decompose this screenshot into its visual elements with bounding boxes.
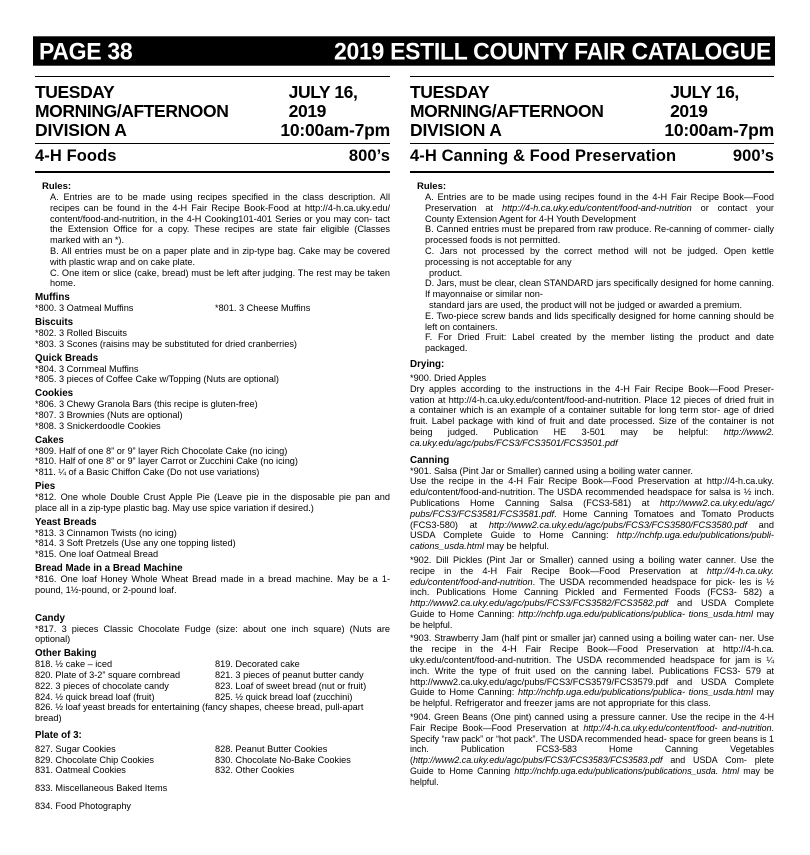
rule-a: A. Entries are to be made using recipes specified in the class description. All recipes can be found in the 4-H Fair Recipe Book-Food at http://4-h.ca.uky.edu/ content/food-and-nutrition, in the 4-H Cooking101-401 Series or you may con- tact the Extension Office for a copy. These recipes are state fair eligible (Classes marked with an *).	[50, 192, 390, 246]
section-heading: Pies	[35, 480, 56, 492]
list-item: *814. 3 Soft Pretzels (Use any one topping listed)	[35, 538, 236, 549]
divider	[35, 76, 390, 77]
section-heading: Muffins	[35, 292, 70, 304]
schedule-row	[410, 83, 774, 121]
divider	[35, 143, 390, 144]
list-item: *800. 3 Oatmeal Muffins *801. 3 Cheese Muffins	[35, 303, 311, 314]
page-number: PAGE 38	[39, 37, 133, 65]
list-item: 818. ½ cake – iced 819. Decorated cake	[35, 659, 300, 670]
list-item: *901. Salsa (Pint Jar or Smaller) canned using a boiling water canner.	[410, 465, 693, 476]
division-label: DIVISION A	[35, 120, 127, 140]
list-item: *804. 3 Cornmeal Muffins	[35, 363, 139, 374]
list-item: *812. One whole Double Crust Apple Pie (Leave pie in the disposable pie pan and place all in a zip-type plastic bag. May use spice variation if desired.)	[35, 491, 390, 513]
rule-c: C. One item or slice (cake, bread) must be left after judging. The rest may be taken home.	[50, 267, 390, 289]
division-row	[410, 121, 774, 140]
division-time: 10:00am-7pm	[280, 120, 390, 140]
category-code: 800’s	[348, 147, 390, 165]
list-item: 826. ½ loaf yeast breads for entertaining (fancy shapes, cheese bread, pull-apart bread)	[35, 702, 364, 724]
rule-b: B. Canned entries must be prepared from raw produce. Re-canning of commer- cially processed foods is not permitted.	[425, 224, 774, 246]
rule-d: D. Jars, must be clear, clean STANDARD jars specifically designed for home canning. If mayonnaise or similar non-	[425, 278, 774, 300]
section-heading: Candy	[35, 612, 65, 624]
rules-label: Rules:	[42, 181, 72, 192]
section-heading: Yeast Breads	[35, 516, 97, 528]
section-heading: Drying:	[410, 358, 445, 370]
list-item: *902. Dill Pickles (Pint Jar or Smaller) canned using a boiling water canner. Use the recipe in the 4-H Fair Recipe Book—Food Preservation at http://4-h.ca.uky. edu/content/food-and-nutrition. The USDA recommended headspace for pick- les is ½ inch. Publications Home Canning Pickled and Fermented Foods (FCS3- 582) a http://www2.ca.uky.edu/agc/pubs/FCS3/FCS3582/FCS3582.pdf and USDA Complete Guide to Home Canning: http://nchfp.uga.edu/publications/publica- tions_usda.html may be helpful.	[410, 554, 774, 630]
rule-b: B. All entries must be on a paper plate and in zip-type bag. Cake may be covered with plastic wrap and on cake plate.	[50, 245, 390, 267]
list-item: 822. 3 pieces of chocolate candy 823. Loaf of sweet bread (nut or fruit)	[35, 680, 367, 691]
section-heading: Plate of 3:	[35, 729, 82, 741]
category-title: 4-H Foods	[35, 147, 117, 165]
rules-label: Rules:	[417, 181, 447, 192]
schedule-date: JULY 16, 2019	[670, 82, 739, 121]
list-item: *903. Strawberry Jam (half pint or smaller jar) canned using a boiling water can- ner. Use the recipe in the 4-H Fair Recipe Book—Food Preservation at http://4-h.ca. uky.edu/content/food-and-nutrition. The USDA recommended headspace for jam is ¼ inch. Write the type of fruit used on the canning label. Publications FCS3- 579 at http://www2.ca.uky.edu/agc/pubs/FCS3/FCS3579/FCS3579.pdf and USDA Complete Guide to Home Canning: http://nchfp.uga.edu/publications/publica- tions_usda.html may be helpful. Refrigerator and freezer jams are not appropriate for this class.	[410, 633, 774, 709]
list-item: 831. Oatmeal Cookies 832. Other Cookies	[35, 765, 295, 776]
schedule-title: TUESDAY MORNING/AFTERNOON	[410, 82, 604, 121]
divider	[410, 76, 774, 77]
rules-block	[35, 181, 390, 289]
list-item: *817. 3 pieces Classic Chocolate Fudge (size: about one inch square) (Nuts are optional)	[35, 623, 390, 645]
rule-c: C. Jars not processed by the correct method will not be judged. Open kettle processing is not acceptable for any	[425, 245, 774, 267]
list-item: Dry apples according to the instructions in the 4-H Fair Recipe Book—Food Preser- vation at http://4-h.ca.uky.edu/content/food-and-nutrition. Place 12 pieces of dried fruit in a container which is an example of a container suitable for long term stor- age of dried fruit. Label package with kind of fruit and date processed. Size of the container is not being judged. Publication HE 3-501 may be helpful: http://www2. ca.uky.edu/agc/pubs/FCS3/FCS3501/FCS3501.pdf	[410, 383, 774, 448]
list-item: 827. Sugar Cookies 828. Peanut Butter Cookies	[35, 743, 328, 754]
category-code: 900’s	[732, 147, 774, 165]
list-item: 833. Miscellaneous Baked Items	[35, 783, 168, 794]
list-item: *806. 3 Chewy Granola Bars (this recipe is gluten-free)	[35, 399, 258, 410]
list-item: *803. 3 Scones (raisins may be substituted for dried cranberries)	[35, 338, 297, 349]
list-item: *805. 3 pieces of Coffee Cake w/Topping (Nuts are optional)	[35, 374, 279, 385]
division-row	[35, 121, 390, 140]
schedule-title: TUESDAY MORNING/AFTERNOON	[35, 82, 229, 121]
list-item: *807. 3 Brownies (Nuts are optional)	[35, 409, 183, 420]
list-item: 820. Plate of 3-2” square cornbread 821. 3 pieces of peanut butter candy	[35, 669, 364, 680]
list-item: *811. ¼ of a Basic Chiffon Cake (Do not use variations)	[35, 467, 260, 478]
list-item: *900. Dried Apples	[410, 372, 487, 383]
list-item: *810. Half of one 8” or 9” layer Carrot or Zucchini Cake (no icing)	[35, 456, 298, 467]
division-label: DIVISION A	[410, 120, 502, 140]
schedule-row	[35, 83, 390, 121]
rule-c-cont: product.	[429, 267, 463, 278]
list-item: Use the recipe in the 4-H Fair Recipe Book—Food Preservation at http://4-h.ca.uky. edu/content/food-and-nutrition. The USDA recommended headspace for salsa is ½ inch. Publications Home Canning Salsa (FCS3-581) at http://www2.ca.uky.edu/agc/ pubs/FCS3/FCS3581/FCS3581.pdf. Home Canning Tomatoes and Tomato Products (FCS3-580) at http://www2.ca.uky.edu/agc/pubs/FCS3/FCS3580/FCS3580.pdf and USDA Complete Guide to Home Canning: http://nchfp.uga.edu/publications/publi- cations_usda.html may be helpful.	[410, 476, 774, 552]
schedule-date: JULY 16, 2019	[288, 82, 358, 121]
catalogue-title: 2019 ESTILL COUNTY FAIR CATALOGUE	[334, 37, 771, 65]
rule-e: E. Two-piece screw bands and lids specifically designed for home canning should be left on containers.	[425, 310, 774, 332]
rule-f: F. For Dried Fruit: Label created by the member listing the product and date packaged.	[425, 332, 774, 354]
category-title: 4-H Canning & Food Preservation	[410, 147, 677, 165]
divider	[410, 171, 774, 173]
list-item: *808. 3 Snickerdoodle Cookies	[35, 420, 161, 431]
list-item: *816. One loaf Honey Whole Wheat Bread made in a bread machine. May be a 1- pound, 1½-pound, or 2-pound loaf.	[35, 573, 390, 595]
category-row	[410, 147, 774, 166]
list-item: *809. Half of one 8” or 9” layer Rich Chocolate Cake (no icing)	[35, 445, 288, 456]
page-header	[33, 36, 775, 65]
section-heading: Cookies	[35, 388, 74, 400]
right-column	[410, 76, 774, 788]
section-heading: Quick Breads	[35, 352, 99, 364]
divider	[35, 171, 390, 173]
list-item: *815. One loaf Oatmeal Bread	[35, 549, 159, 560]
list-item: 834. Food Photography	[35, 801, 132, 812]
list-item: *904. Green Beans (One pint) canned using a pressure canner. Use the recipe in the 4-H Fair Recipe Book—Food Preservation at http://4-h.ca.uky.edu/content/food- and-nutrition. Specify “raw pack” or “hot pack”. The USDA recommended head- space for green beans is 1 inch. Publication FCS3-583 Home Canning Vegetables (http://www2.ca.uky.edu/agc/pubs/FCS3/FCS3583/FCS3583.pdf and USDA Com- plete Guide to Home Canning http://nchfp.uga.edu/publications/publications_usda. html may be helpful.	[410, 712, 774, 787]
rule-d-cont: standard jars are used, the product will not be judged or awarded a premium.	[429, 299, 743, 310]
section-heading: Other Baking	[35, 648, 97, 660]
division-time: 10:00am-7pm	[664, 120, 774, 140]
list-item: 829. Chocolate Chip Cookies 830. Chocolate No-Bake Cookies	[35, 754, 351, 765]
list-item: 824. ½ quick bread loaf (fruit) 825. ½ quick bread loaf (zucchini)	[35, 691, 353, 702]
left-column	[35, 76, 390, 812]
section-heading: Biscuits	[35, 316, 74, 328]
category-row	[35, 147, 390, 166]
rule-a: A. Entries are to be made using recipes found in the 4-H Fair Recipe Book—Food Preservation at http://4-h.ca.uky.edu/content/food-and-nutrition or contact your County Extension Agent for 4-H Youth Development	[425, 192, 774, 224]
section-heading: Canning	[410, 454, 450, 466]
section-heading: Cakes	[35, 434, 64, 446]
section-heading: Bread Made in a Bread Machine	[35, 562, 183, 574]
list-item: *813. 3 Cinnamon Twists (no icing)	[35, 527, 177, 538]
rules-block	[410, 181, 774, 354]
list-item: *802. 3 Rolled Biscuits	[35, 327, 127, 338]
divider	[410, 143, 774, 144]
